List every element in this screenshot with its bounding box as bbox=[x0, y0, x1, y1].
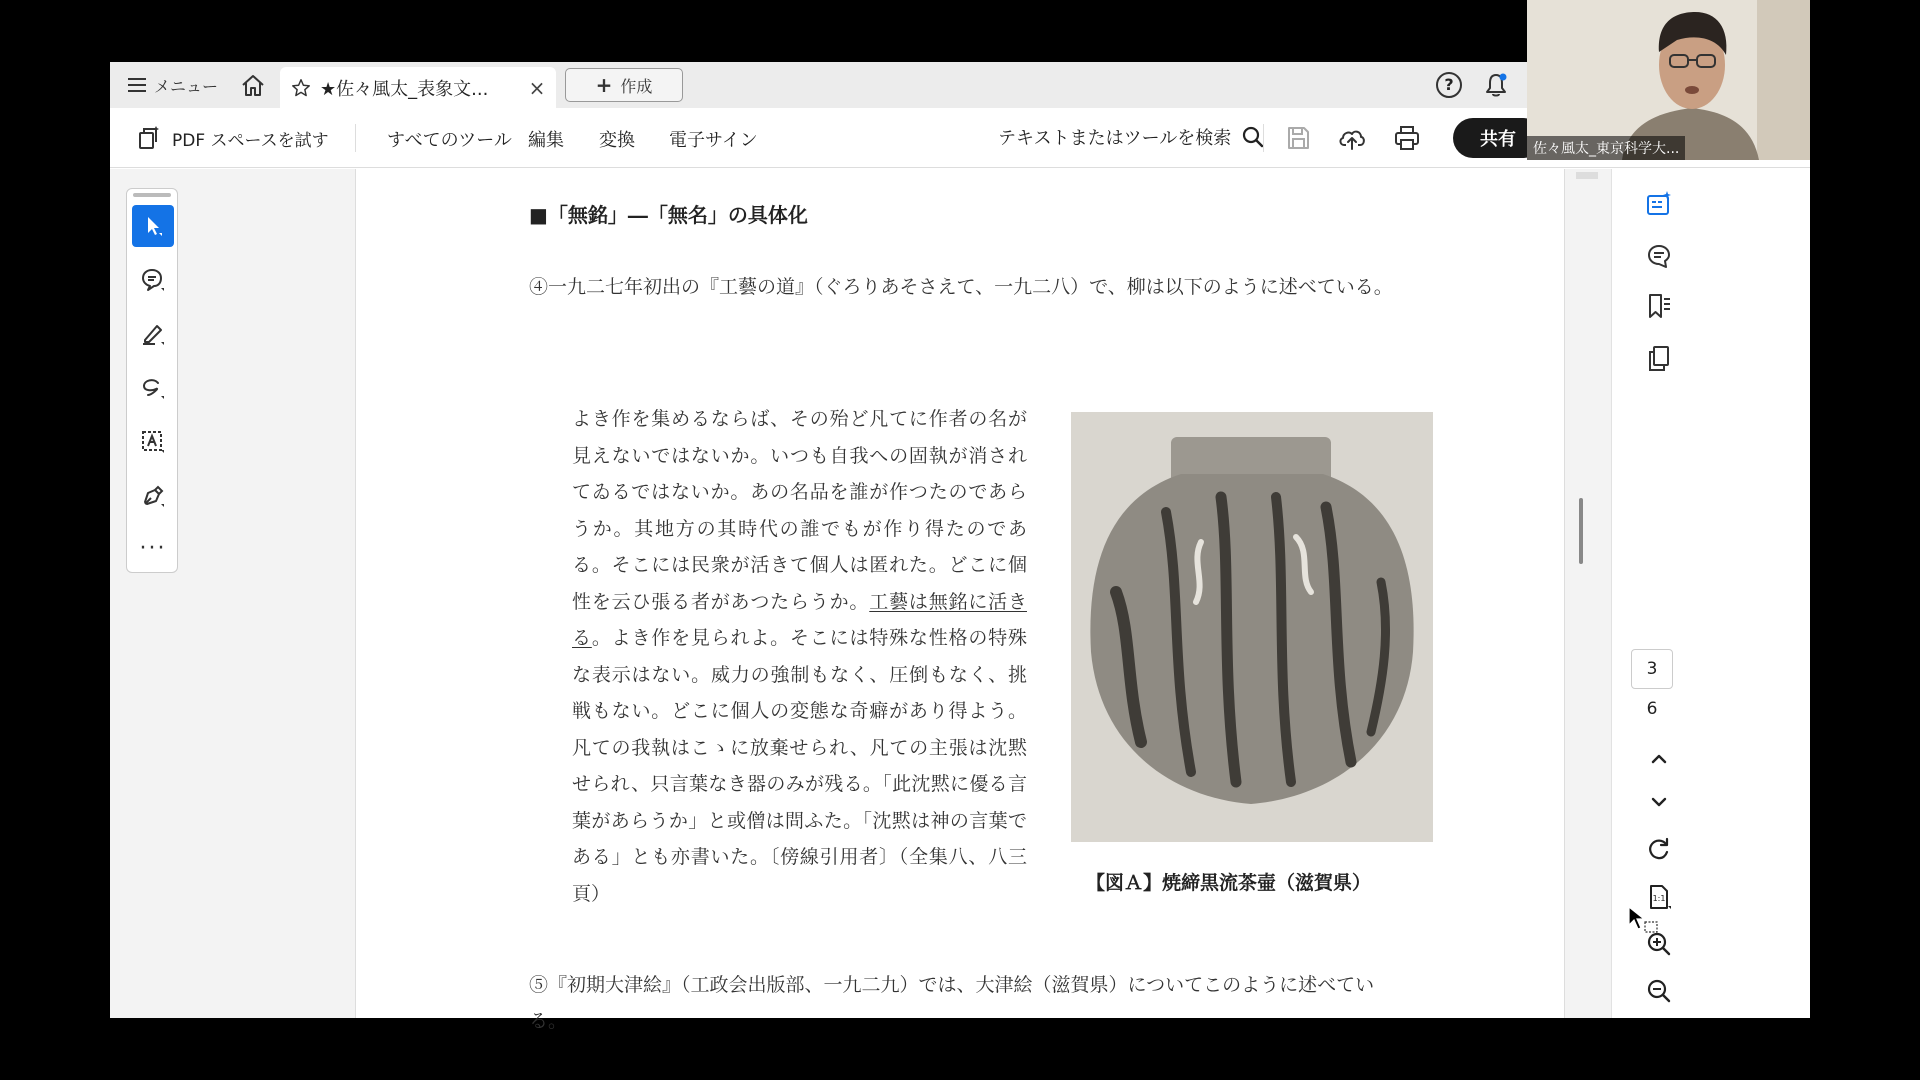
more-tools-button[interactable] bbox=[132, 527, 174, 569]
acrobat-window bbox=[110, 62, 1810, 1032]
block-quote bbox=[572, 401, 1027, 912]
chevron-down-icon[interactable] bbox=[1644, 787, 1674, 817]
highlighter-pen-icon bbox=[140, 321, 166, 347]
highlight-tool[interactable] bbox=[132, 313, 174, 355]
search-label: テキストまたはツールを検索 bbox=[998, 128, 1232, 149]
vertical-scrollbar[interactable] bbox=[1565, 169, 1611, 1018]
chevron-up-icon[interactable] bbox=[1644, 744, 1674, 774]
text-select-tool[interactable] bbox=[132, 421, 174, 463]
paragraph-4: ④一九二七年初出の『工藝の道』（ぐろりあそさえて、一九二八）で、柳は以下のように述べている。 bbox=[529, 276, 1393, 298]
scroll-up-arrow[interactable] bbox=[1576, 172, 1598, 179]
share-button[interactable]: 共有 bbox=[1453, 118, 1543, 158]
sign-tool[interactable] bbox=[132, 475, 174, 517]
convert-menu[interactable]: 変換 bbox=[599, 130, 635, 151]
figure-caption: 【図Ａ】焼締黒流茶壷（滋賀県） bbox=[1086, 872, 1372, 894]
figure-jar-photo bbox=[1071, 412, 1433, 842]
edit-menu[interactable]: 編集 bbox=[528, 130, 564, 151]
section-heading: ■「無銘」―「無名」の具体化 bbox=[529, 203, 808, 227]
quick-tools bbox=[126, 188, 178, 573]
help-button[interactable]: ? bbox=[1436, 72, 1462, 98]
create-label: 作成 bbox=[620, 76, 653, 96]
notification-bell-icon[interactable] bbox=[1482, 71, 1510, 99]
document-tab[interactable] bbox=[280, 67, 556, 108]
ai-assistant-icon[interactable] bbox=[1644, 189, 1674, 219]
create-button[interactable] bbox=[565, 68, 683, 102]
home-icon[interactable] bbox=[238, 70, 268, 100]
upload-cloud-icon[interactable] bbox=[1337, 123, 1367, 153]
hamburger-icon bbox=[128, 78, 146, 92]
comment-tool[interactable] bbox=[132, 259, 174, 301]
comment-icon bbox=[140, 267, 166, 293]
quote-underlined-text: 工藝は無銘に活きる bbox=[572, 590, 1027, 649]
search-icon bbox=[1241, 125, 1265, 149]
pdf-page bbox=[355, 169, 1565, 1032]
select-tool[interactable] bbox=[132, 205, 174, 247]
total-pages: 6 bbox=[1646, 699, 1658, 719]
esign-menu[interactable]: 電子サイン bbox=[669, 130, 758, 151]
webcam-overlay bbox=[1527, 0, 1810, 160]
page-thumbnails-icon[interactable] bbox=[1644, 343, 1674, 373]
text-box-icon bbox=[140, 429, 166, 455]
current-page-input[interactable]: 3 bbox=[1631, 649, 1673, 689]
more-dots-icon: ··· bbox=[139, 535, 167, 561]
left-tool-panel bbox=[110, 169, 355, 1018]
comments-panel-icon[interactable] bbox=[1644, 241, 1674, 271]
star-icon[interactable] bbox=[290, 77, 312, 99]
menu-label: メニュー bbox=[154, 76, 219, 96]
zoom-out-icon[interactable] bbox=[1644, 976, 1674, 1006]
draw-tool[interactable] bbox=[132, 367, 174, 409]
menu-button[interactable] bbox=[128, 70, 218, 100]
bookmarks-icon[interactable] bbox=[1644, 291, 1674, 321]
tab-title: ★佐々風太_表象文... bbox=[320, 78, 489, 100]
toolbar-divider bbox=[1263, 124, 1264, 152]
try-pdf-space-button[interactable] bbox=[136, 122, 329, 154]
rotate-icon[interactable] bbox=[1644, 835, 1674, 865]
freehand-draw-icon bbox=[140, 375, 166, 401]
scrollbar-thumb[interactable] bbox=[1579, 498, 1583, 564]
right-rail bbox=[1611, 169, 1810, 1018]
fountain-pen-icon bbox=[140, 483, 166, 509]
participant-name-label: 佐々風太_東京科学大... bbox=[1527, 136, 1685, 160]
svg-text:1:1: 1:1 bbox=[1652, 894, 1666, 903]
try-space-label: PDF スペースを試す bbox=[172, 130, 329, 151]
quote-text-after: 。よき作を見られよ。そこには特殊な性格の特殊な表示はない。威力の強制もなく、圧倒もなく、挑戦もない。どこに個人の変態な奇癖があり得よう。凡ての我執はこゝに放棄せられ、凡ての主張は沈黙せられ、只言葉なき器のみが残る。「此沈黙に優る言葉があらうか」と或僧は問ふた。「沈黙は神の言葉である」とも亦書いた。〔傍線引用者〕（全集八、八三頁） bbox=[572, 627, 1027, 905]
pdf-space-icon bbox=[136, 125, 162, 151]
close-tab-button[interactable]: × bbox=[528, 75, 546, 100]
cursor-arrow-icon bbox=[141, 214, 165, 238]
quote-text-before: よき作を集めるならば、その殆ど凡てに作者の名が見えないではないか。いつも自我への固執が消されてゐるではないか。あの名品を誰が作つたのであらうか。其地方の其時代の誰でもが作り得たのである。そこには民衆が活きて個人は匿れた。どこに個性を云ひ張る者があつたらうか。 bbox=[572, 408, 1027, 613]
print-icon[interactable] bbox=[1392, 123, 1422, 153]
plus-icon: + bbox=[595, 73, 613, 97]
toolbar-divider bbox=[355, 124, 356, 152]
all-tools-menu[interactable]: すべてのツール bbox=[387, 130, 512, 151]
drag-handle[interactable] bbox=[133, 193, 171, 197]
save-icon[interactable] bbox=[1283, 123, 1313, 153]
search-tools-button[interactable] bbox=[998, 124, 1265, 150]
document-area bbox=[355, 169, 1565, 1032]
paragraph-5: ⑤『初期大津絵』（工政会出版部、一九二九）では、大津絵（滋賀県）についてこのように述べている。 bbox=[529, 974, 1375, 1032]
mouse-cursor-icon bbox=[1627, 905, 1663, 937]
